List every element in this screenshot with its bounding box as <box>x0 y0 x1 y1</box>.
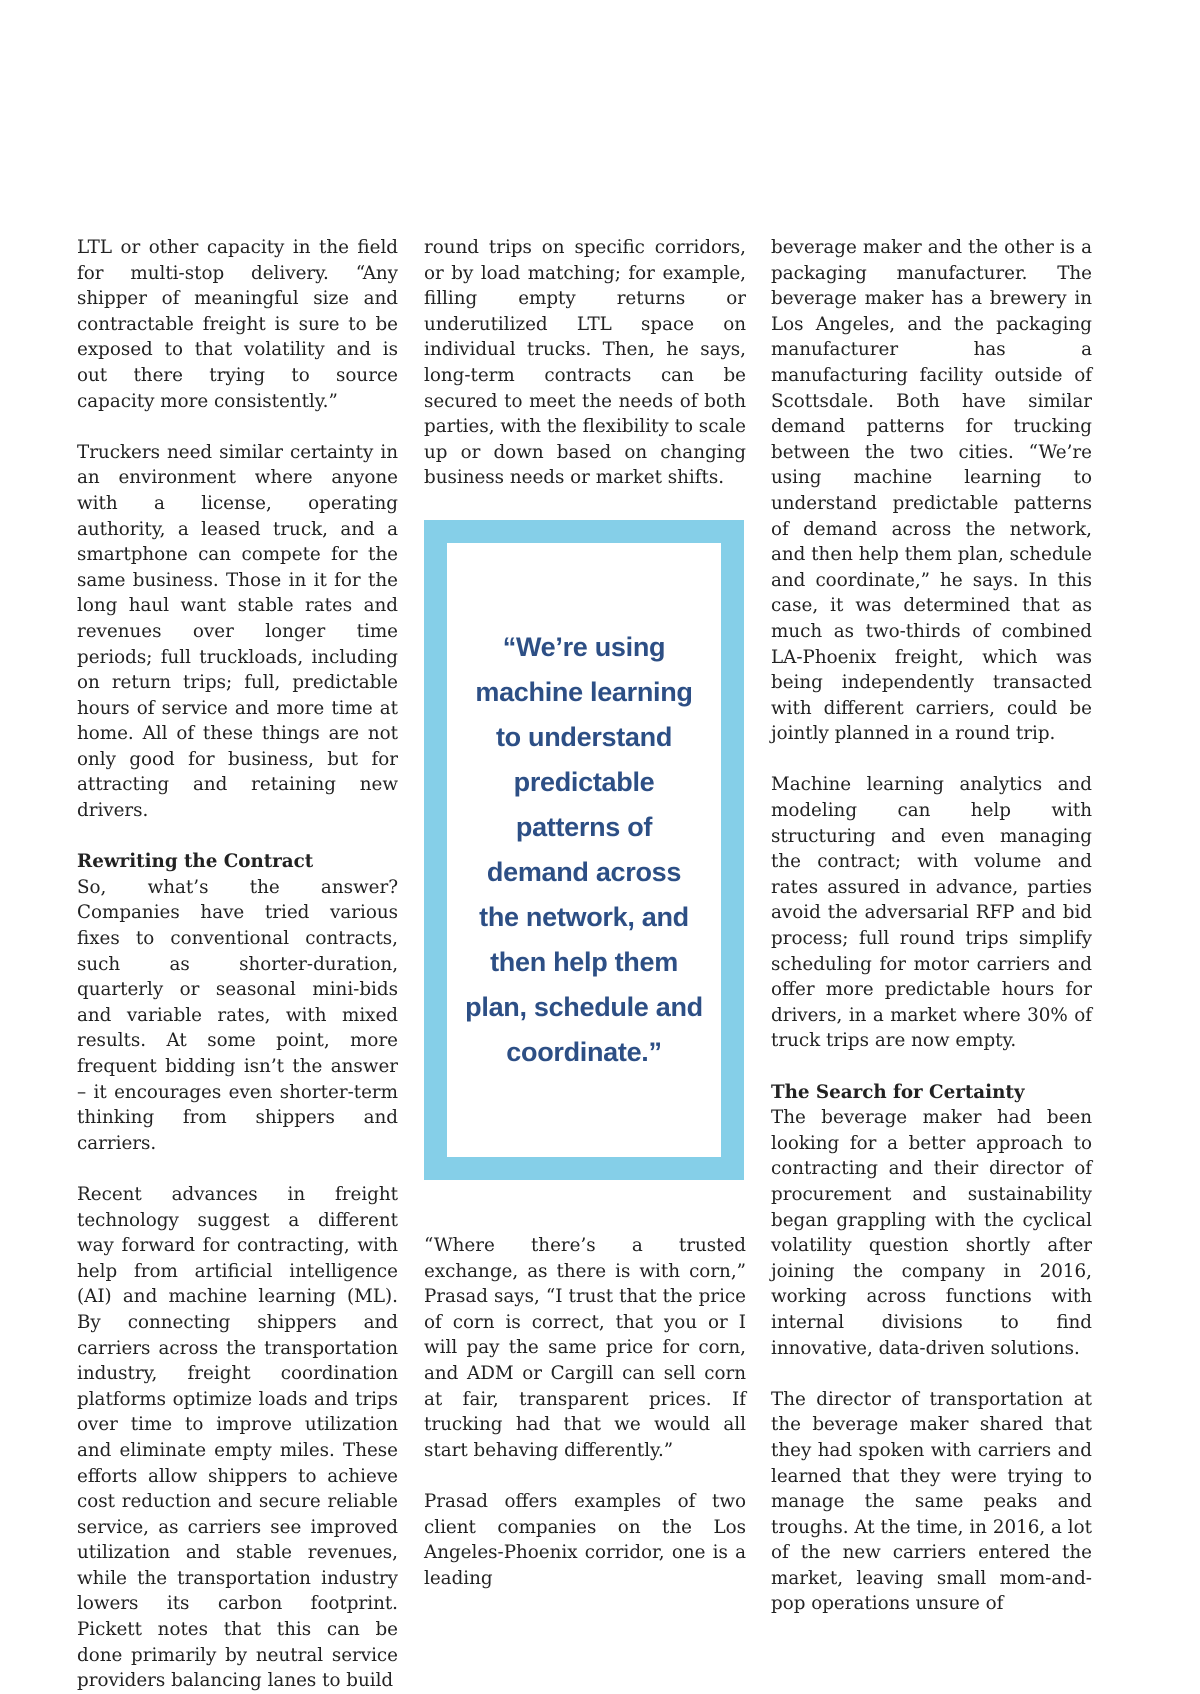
body-paragraph: Truckers need similar certainty in an environment where anyone with a license, operating authority, a leased truck, and a smartphone can compete for the same business. Those in it for the long haul want stable rates and revenues over longer time periods; full truckloads, including on return trips; full, predictable hours of service and more time at home. All of these things are not only good for business, but for attracting and retaining new drivers. <box>77 441 398 822</box>
body-paragraph: Machine learning analytics and modeling can help with structuring and even managing the contract; with volume and rates assured in advance, parties avoid the adversarial RFP and bid process; full round trips simplify scheduling for motor carriers and offer more predictable hours for drivers, in a market where 30% of truck trips are now empty. <box>771 774 1092 1052</box>
pull-quote-inner <box>447 543 721 1157</box>
body-paragraph: LTL or other capacity in the field for multi-stop delivery. “Any shipper of meaningful size and contractable freight is sure to be exposed to that volatility and is out there trying to source capacity more consistently.” <box>77 237 398 412</box>
section-heading-the-search-for-certainty: The Search for Certainty <box>771 1081 1025 1103</box>
pull-quote-text: “We’re using machine learning to understand predictable patterns of demand across the network, and then help them plan, schedule and coordinate.” <box>465 632 703 1067</box>
body-paragraph: round trips on specific corridors, or by load matching; for example, filling empty returns or underutilized LTL space on individual trucks. Then, he says, long-term contracts can be secured to meet the needs of both parties, with the flexibility to scale up or down based on changing business needs or market shifts. <box>424 237 746 489</box>
body-paragraph: Prasad offers examples of two client companies on the Los Angeles-Phoenix corridor, one is a leading <box>424 1490 746 1589</box>
body-paragraph: beverage maker and the other is a packaging manufacturer. The beverage maker has a brewery in Los Angeles, and the packaging manufacturer has a manufacturing facility outside of Scottsdale. Both have similar demand patterns for trucking between the two cities. “We’re using machine learning to understand predictable patterns of demand across the network, and then help them plan, schedule and coordinate,” he says. In this case, it was determined that as much as two-thirds of combined LA-Phoenix freight, which was being independently transacted with different carriers, could be jointly planned in a round trip. <box>771 237 1092 745</box>
body-paragraph: So, what’s the answer? Companies have tried various fixes to conventional contracts, such as shorter-duration, quarterly or seasonal mini-bids and variable rates, with mixed results. At some point, more frequent bidding isn’t the answer – it encourages even shorter-term thinking from shippers and carriers. <box>77 876 398 1154</box>
body-paragraph: The beverage maker had been looking for a better approach to contracting and their director of procurement and sustainability began grappling with the cyclical volatility question shortly after joining the company in 2016, working across functions with internal divisions to find innovative, data-driven solutions. <box>771 1107 1092 1359</box>
article-column-1 <box>77 235 398 1694</box>
article-column-3 <box>771 235 1092 1617</box>
body-paragraph: “Where there’s a trusted exchange, as there is with corn,” Prasad says, “I trust that the price of corn is correct, that you or I will pay the same price for corn, and ADM or Cargill can sell corn at fair, transparent prices. If trucking had that we would all start behaving differently.” <box>424 1235 746 1461</box>
section-heading-rewriting-the-contract: Rewriting the Contract <box>77 851 314 873</box>
body-paragraph: Recent advances in freight technology suggest a different way forward for contracting, with help from artificial intelligence (AI) and machine learning (ML). By connecting shippers and carriers across the transportation industry, freight coordination platforms optimize loads and trips over time to improve utilization and eliminate empty miles. These efforts allow shippers to achieve cost reduction and secure reliable service, as carriers see improved utilization and stable revenues, while the transportation industry lowers its carbon footprint. Pickett notes that this can be done primarily by neutral service providers balancing lanes to build <box>77 1183 398 1692</box>
pull-quote-box <box>424 520 744 1180</box>
body-paragraph: The director of transportation at the beverage maker shared that they had spoken with carriers and learned that they were trying to manage the same peaks and troughs. At the time, in 2016, a lot of the new carriers entered the market, leaving small mom-and-pop operations unsure of <box>771 1388 1092 1615</box>
article-column-2-continued <box>424 1233 746 1591</box>
article-column-2 <box>424 235 746 491</box>
